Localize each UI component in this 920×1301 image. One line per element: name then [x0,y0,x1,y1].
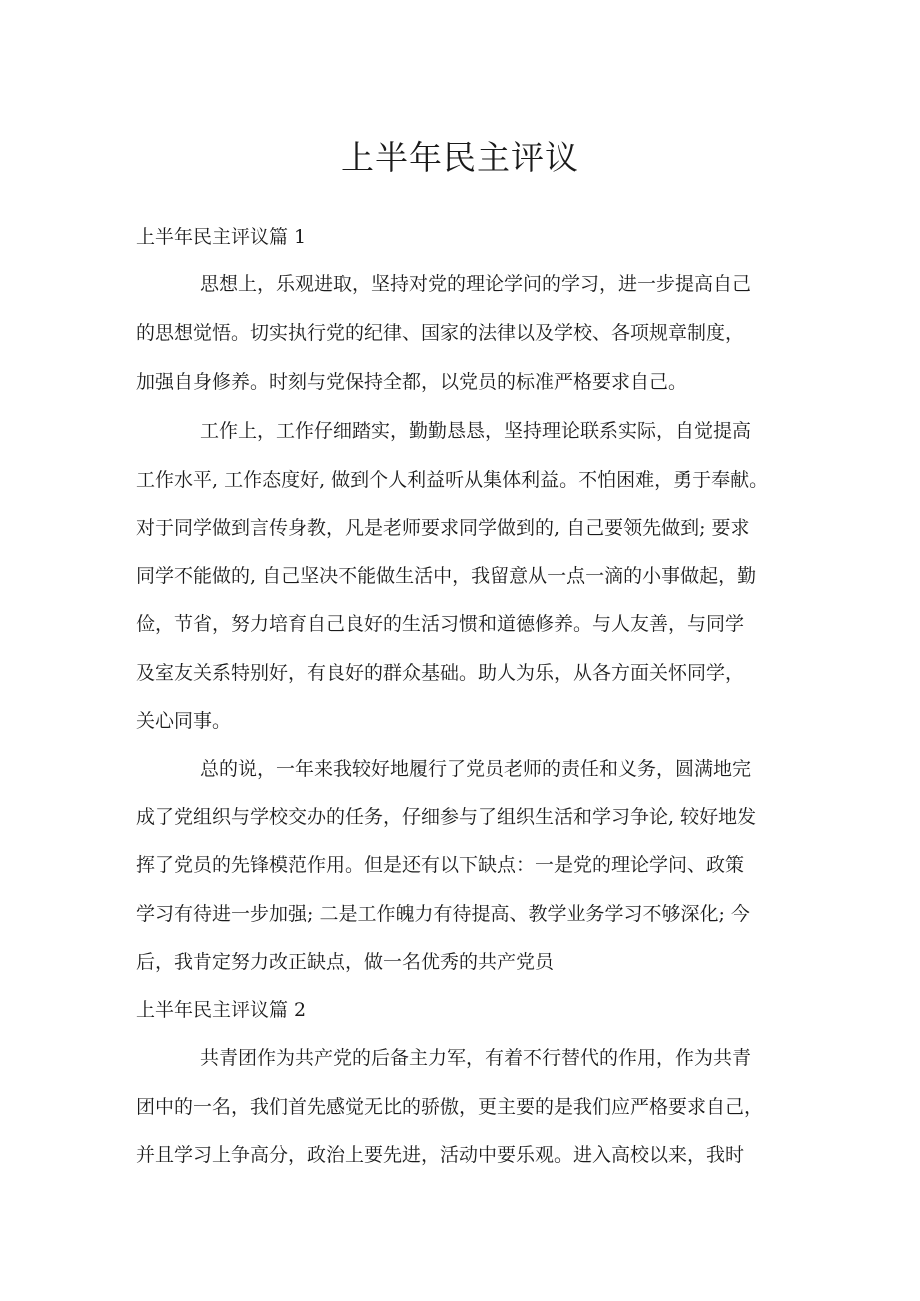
paragraph-line: 成了党组织与学校交办的任务，仔细参与了组织生活和学习争论, 较好地发 [136,806,757,828]
paragraph-line: 后，我肯定努力改正缺点，做一名优秀的共产党员 [136,951,555,973]
section-heading: 上半年民主评议篇 2 [136,999,307,1021]
paragraph-line: 工作水平, 工作态度好, 做到个人利益听从集体利益。不怕困难，勇于奉献。 [136,469,769,491]
paragraph-line: 俭，节省，努力培育自己良好的生活习惯和道德修养。与人友善，与同学 [136,613,745,635]
paragraph-line: 关心同事。 [136,710,232,732]
paragraph-line: 的思想觉悟。切实执行党的纪律、国家的法律以及学校、各项规章制度， [136,322,745,344]
paragraph-line: 共青团作为共产党的后备主力军，有着不行替代的作用，作为共青 [200,1047,752,1069]
section-heading: 上半年民主评议篇 1 [136,226,307,248]
paragraph-line: 并且学习上争高分，政治上要先进，活动中要乐观。进入高校以来，我时 [136,1144,745,1166]
paragraph-line: 总的说，一年来我较好地履行了党员老师的责任和义务，圆满地完 [200,758,752,780]
paragraph-line: 加强自身修养。时刻与党保持全都，以党员的标准严格要求自己。 [136,371,688,393]
paragraph-line: 对于同学做到言传身教，凡是老师要求同学做到的, 自己要领先做到; 要求 [136,517,750,539]
paragraph-line: 及室友关系特别好，有良好的群众基础。助人为乐，从各方面关怀同学， [136,662,745,684]
paragraph-line: 工作上，工作仔细踏实，勤勤恳恳，坚持理论联系实际，自觉提高 [200,420,752,442]
document-title: 上半年民主评议 [341,138,579,177]
paragraph-line: 学习有待进一步加强; 二是工作魄力有待提高、教学业务学习不够深化; 今 [136,903,750,925]
paragraph-line: 挥了党员的先锋模范作用。但是还有以下缺点：一是党的理论学问、政策 [136,854,745,876]
paragraph-line: 思想上，乐观进取，坚持对党的理论学问的学习，进一步提高自己 [200,273,752,295]
paragraph-line: 同学不能做的, 自己坚决不能做生活中，我留意从一点一滴的小事做起，勤 [136,565,757,587]
paragraph-line: 团中的一名，我们首先感觉无比的骄傲，更主要的是我们应严格要求自己， [136,1096,764,1118]
